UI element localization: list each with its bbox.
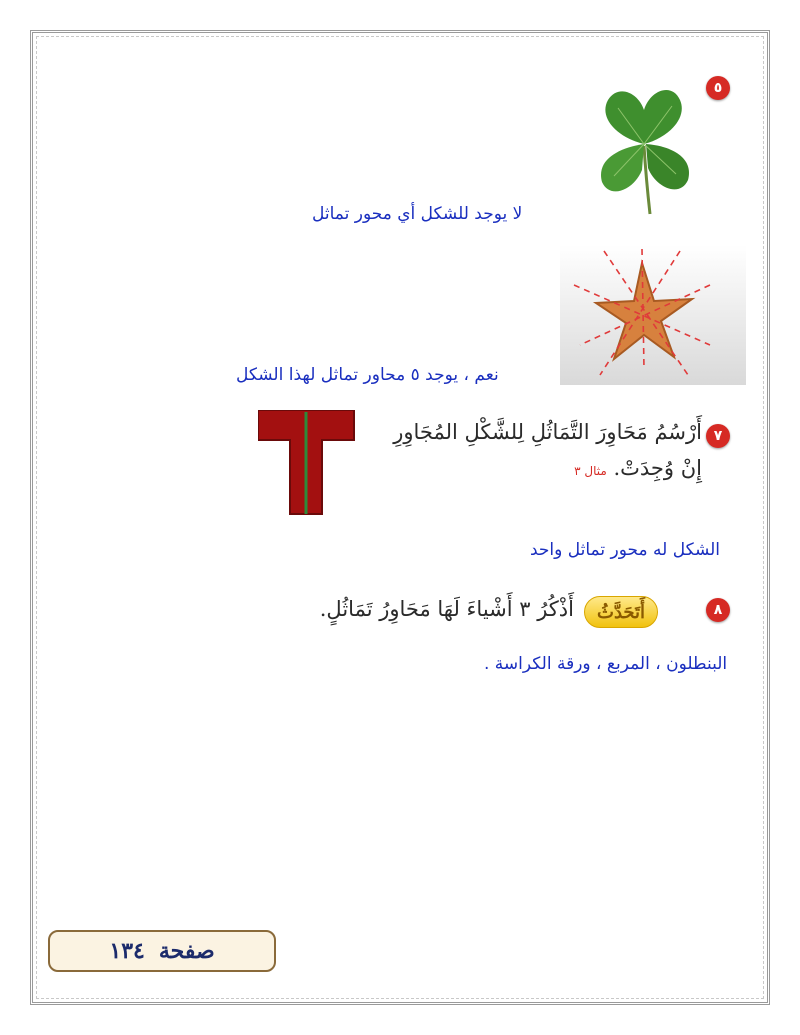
exercise-7-question-line2: إِنْ وُجِدَتْ. bbox=[613, 456, 702, 480]
starfish-image bbox=[560, 245, 746, 385]
example-reference: مثال ٣ bbox=[574, 464, 607, 478]
page-number-box bbox=[48, 930, 276, 972]
exercise-7-question-line1: أَرْسُمُ مَحَاوِرَ التَّمَاثُلِ لِلشَّكْلِ المُجَاوِرِ bbox=[393, 420, 702, 444]
four-leaf-clover-image bbox=[588, 78, 700, 218]
exercise-8-number: ٨ bbox=[713, 602, 723, 618]
page-label: صفحة bbox=[158, 938, 215, 964]
exercise-7-question-line2-wrap bbox=[574, 456, 702, 480]
exercise-5-number-badge bbox=[706, 76, 730, 100]
talk-tag-label: أَتَحَدَّثُ bbox=[597, 601, 646, 623]
exercise-8-question: أَذْكُرُ ٣ أَشْياءَ لَهَا مَحَاوِرُ تَمَاثُلٍ. bbox=[319, 597, 574, 621]
exercise-7-number: ٧ bbox=[713, 428, 723, 444]
talk-tag bbox=[584, 596, 658, 628]
exercise-8-number-badge bbox=[706, 598, 730, 622]
exercise-5-number: ٥ bbox=[713, 80, 723, 96]
exercise-8-answer: البنطلون ، المربع ، ورقة الكراسة . bbox=[484, 654, 728, 674]
exercise-6-answer: نعم ، يوجد ٥ محاور تماثل لهذا الشكل bbox=[236, 365, 499, 385]
exercise-5-answer: لا يوجد للشكل أي محور تماثل bbox=[312, 204, 523, 224]
t-shape-figure bbox=[258, 410, 358, 516]
page-number: ١٣٤ bbox=[109, 938, 145, 964]
exercise-7-number-badge bbox=[706, 424, 730, 448]
exercise-7-answer: الشكل له محور تماثل واحد bbox=[530, 540, 721, 560]
